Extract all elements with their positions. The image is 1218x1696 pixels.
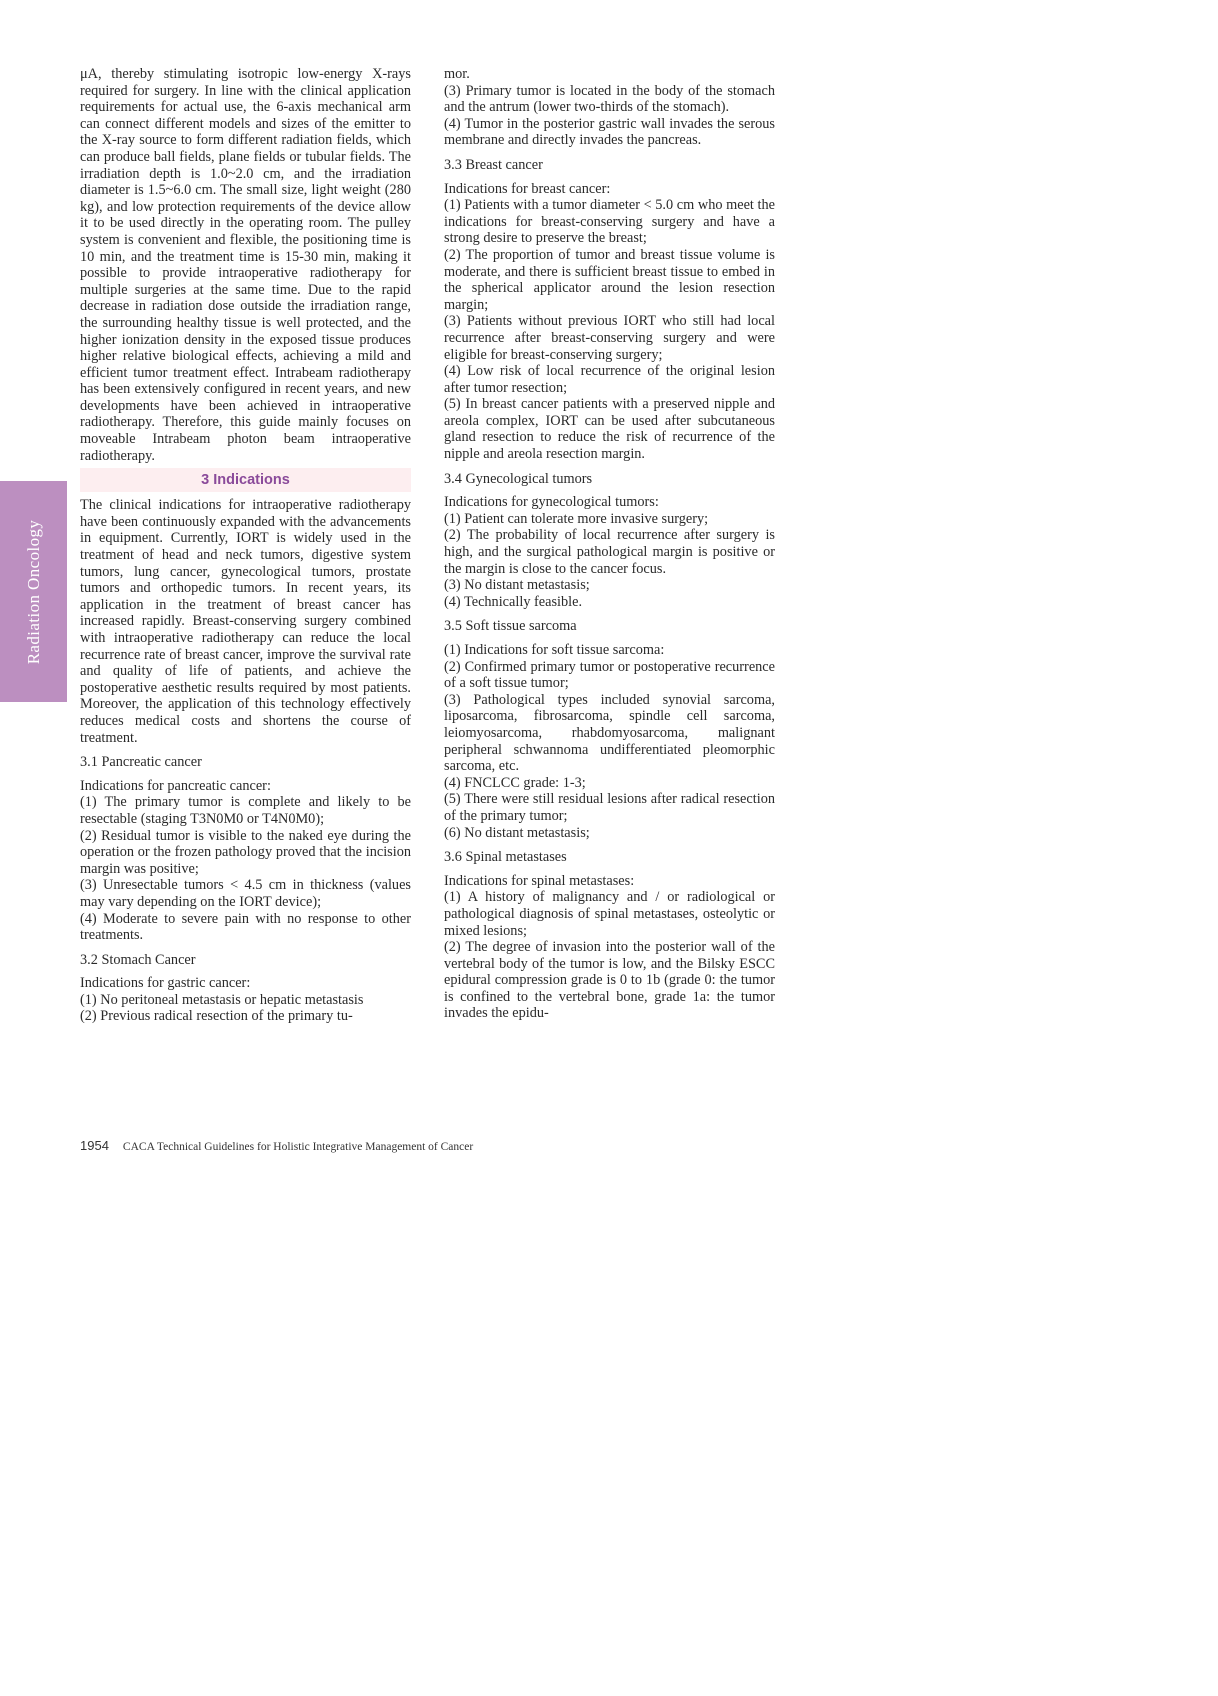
subsection-intro: Indications for gastric cancer: — [80, 975, 251, 992]
list-item: (3) Pathological types included synovial sarcoma, liposarcoma, fibrosarcoma, spindle cell sarcoma, leiomyosarcoma, rhabdomyosarcoma, malignant peripheral schwannoma undifferentiated pleomorphic sarcoma, etc. — [444, 691, 775, 775]
subsection-title-sarcoma: 3.5 Soft tissue sarcoma — [444, 618, 577, 635]
list-item: (2) Residual tumor is visible to the naked eye during the operation or the frozen pathology proved that the incision margin was positive; — [80, 827, 411, 877]
subsection-intro: Indications for breast cancer: — [444, 180, 611, 197]
list-item: (4) Low risk of local recurrence of the original lesion after tumor resection; — [444, 363, 775, 396]
subsection-intro: Indications for gynecological tumors: — [444, 494, 659, 511]
subsection-title-gynecological: 3.4 Gynecological tumors — [444, 470, 593, 487]
page-footer — [80, 1138, 473, 1153]
list-item: (2) The probability of local recurrence after surgery is high, and the surgical pathological margin is positive or the margin is close to the cancer focus. — [444, 527, 775, 577]
list-item: (3) Patients without previous IORT who still had local recurrence after breast-conserving surgery and were eligible for breast-conserving surgery; — [444, 313, 775, 363]
list-item: (1) Patient can tolerate more invasive surgery; — [444, 510, 709, 527]
list-item: (1) A history of malignancy and / or radiological or pathological diagnosis of spinal metastases, osteolytic or mixed lesions; — [444, 889, 775, 939]
section-side-tab — [0, 481, 67, 702]
subsection-title-pancreatic: 3.1 Pancreatic cancer — [80, 754, 202, 771]
list-item: (2) The degree of invasion into the posterior wall of the vertebral body of the tumor is low, and the Bilsky ESCC epidural compression grade is 0 to 1b (grade 0: the tumor is confined to the vertebral bone, grade 1a: the tumor invades the epidu- — [444, 939, 775, 1022]
list-item: (1) Indications for soft tissue sarcoma: — [444, 642, 665, 658]
list-item: (1) No peritoneal metastasis or hepatic metastasis — [80, 991, 364, 1008]
side-tab-label: Radiation Oncology — [23, 519, 43, 664]
list-item: (4) Tumor in the posterior gastric wall invades the serous membrane and directly invades the pancreas. — [444, 115, 775, 149]
section-heading: 3 Indications — [80, 468, 411, 492]
subsection-title-spinal: 3.6 Spinal metastases — [444, 849, 567, 866]
indications-paragraph: The clinical indications for intraoperative radiotherapy have been continuously expanded with the advancements in equipment. Currently, IORT is widely used in the treatment of head and neck tumors, digestive system tumors, lung cancer, gynecological tumors, prostate tumors and orthopedic tumors. In recent years, its application in the treatment of breast cancer has increased rapidly. Breast-conserving surgery combined with intraoperative radiotherapy can reduce the local recurrence rate of breast cancer, improve the survival rate and quality of life of patients, and achieve the postoperative aesthetic results required by most patients. Moreover, the application of this technology effectively reduces medical costs and shortens the course of treatment. — [80, 497, 411, 746]
left-column — [80, 66, 411, 1025]
list-item: (5) There were still residual lesions after radical resection of the primary tumor; — [444, 791, 775, 824]
list-item: mor. — [444, 66, 470, 82]
subsection-intro: Indications for pancreatic cancer: — [80, 777, 271, 794]
list-item: (1) The primary tumor is complete and likely to be resectable (staging T3N0M0 or T4N0M0); — [80, 794, 411, 827]
subsection-title-stomach: 3.2 Stomach Cancer — [80, 951, 196, 968]
intro-paragraph: μA, thereby stimulating isotropic low-energy X-rays required for surgery. In line with the clinical application requirements for actual use, the 6-axis mechanical arm can connect different models and sizes of the emitter to the X-ray source to form different radiation fields, which can produce ball fields, plane fields or tubular fields. The irradiation depth is 1.0~2.0 cm, and the irradiation diameter is 1.5~6.0 cm. The small size, light weight (280 kg), and low protection requirements of the device allow it to be used directly in the operating room. The pulley system is convenient and flexible, the positioning time is 10 min, and the treatment time is 15-30 min, making it possible to provide intraoperative radiotherapy for multiple surgeries at the same time. Due to the rapid decrease in radiation dose outside the irradiation range, the surrounding healthy tissue is well protected, and the higher ionization density in the exposed tissue produces higher relative biological effects, achieving a mild and efficient tumor treatment effect. Intrabeam radiotherapy has been extensively configured in recent years, and new developments have been achieved in intraoperative radiotherapy. Therefore, this guide mainly focuses on moveable Intrabeam photon beam intraoperative radiotherapy. — [80, 66, 411, 464]
list-item: (6) No distant metastasis; — [444, 824, 590, 841]
page-number: 1954 — [80, 1138, 109, 1153]
list-item: (3) Unresectable tumors < 4.5 cm in thickness (values may vary depending on the IORT device); — [80, 877, 411, 910]
running-title: CACA Technical Guidelines for Holistic Integrative Management of Cancer — [122, 1141, 474, 1153]
list-item: (3) Primary tumor is located in the body of the stomach and the antrum (lower two-thirds of the stomach). — [444, 82, 775, 116]
subsection-intro: Indications for spinal metastases: — [444, 872, 635, 889]
list-item: (2) Confirmed primary tumor or postoperative recurrence of a soft tissue tumor; — [444, 658, 775, 692]
list-item: (2) The proportion of tumor and breast tissue volume is moderate, and there is sufficient breast tissue to embed in the spherical applicator around the lesion resection margin; — [444, 246, 775, 313]
list-item: (3) No distant metastasis; — [444, 577, 590, 594]
right-column — [444, 66, 775, 1022]
list-item: (2) Previous radical resection of the primary tu- — [80, 1008, 353, 1025]
list-item: (5) In breast cancer patients with a preserved nipple and areola complex, IORT can be used after subcutaneous gland resection to reduce the risk of recurrence of the nipple and areola resection margin. — [444, 396, 775, 463]
list-item: (4) Moderate to severe pain with no response to other treatments. — [80, 910, 411, 944]
subsection-title-breast: 3.3 Breast cancer — [444, 156, 543, 173]
list-item: (4) Technically feasible. — [444, 593, 583, 610]
list-item: (4) FNCLCC grade: 1-3; — [444, 774, 586, 791]
list-item: (1) Patients with a tumor diameter < 5.0 cm who meet the indications for breast-conserving surgery and have a strong desire to preserve the breast; — [444, 197, 775, 247]
